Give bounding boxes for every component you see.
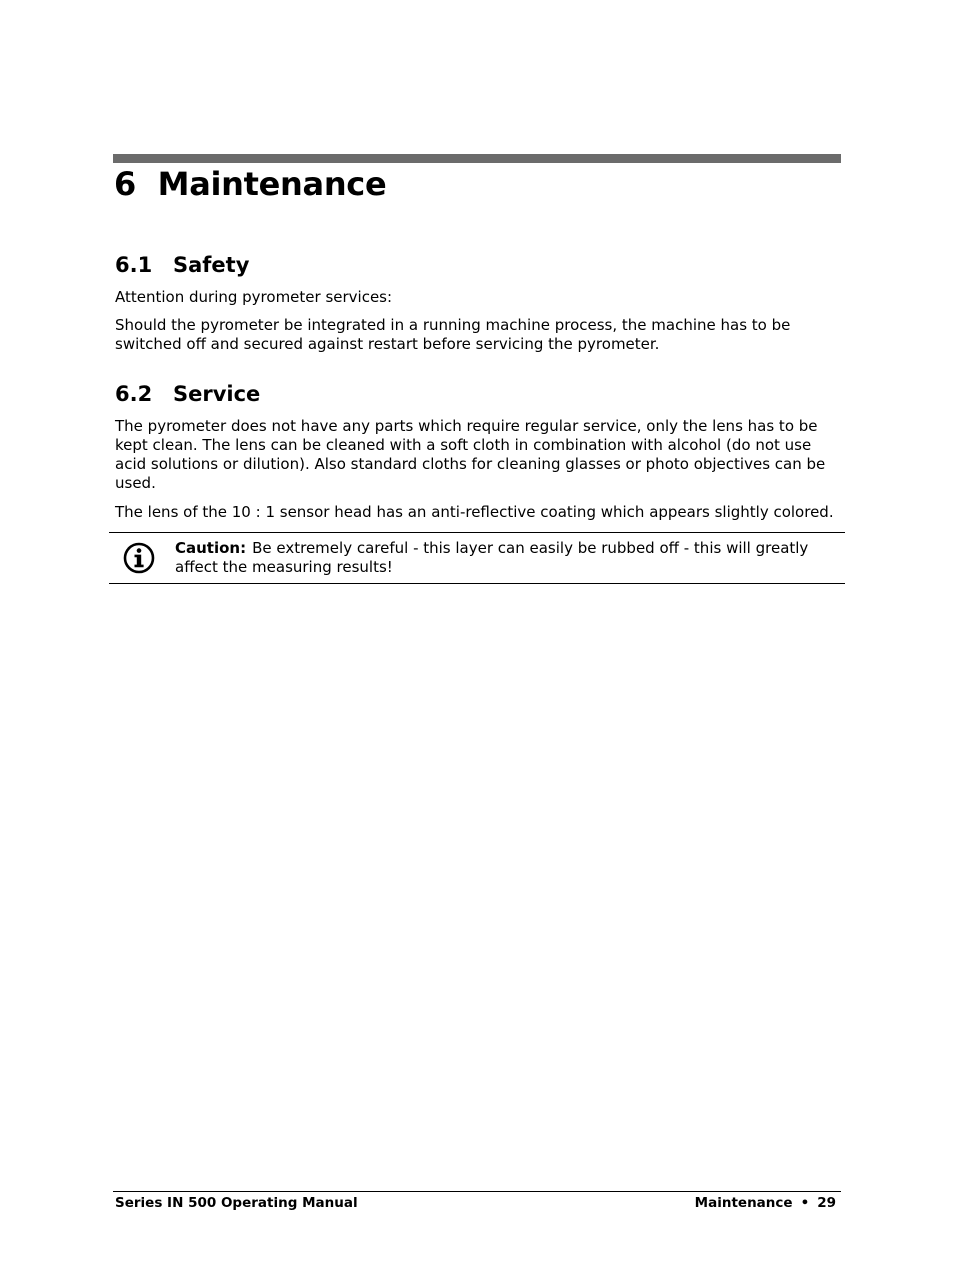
section-title: Safety — [173, 253, 250, 277]
chapter-title — [114, 162, 386, 206]
caution-label: Caution: — [175, 539, 247, 557]
caution-note — [109, 532, 845, 584]
footer-manual-title: Series IN 500 Operating Manual — [115, 1195, 358, 1211]
paragraph: The lens of the 10 : 1 sensor head has an anti-reflective coating which appears slightly colored. — [115, 503, 834, 521]
info-icon — [123, 542, 155, 574]
section-number: 6.2 — [115, 382, 153, 406]
caution-text — [175, 539, 835, 577]
chapter-number: 6 — [114, 165, 136, 203]
footer-separator: • — [800, 1195, 810, 1211]
page-number: 29 — [817, 1195, 836, 1211]
footer-rule — [113, 1191, 841, 1192]
paragraph: Attention during pyrometer services: — [115, 288, 393, 306]
footer-page-info — [695, 1194, 836, 1212]
section-title: Service — [173, 382, 261, 406]
chapter-title-text: Maintenance — [157, 165, 387, 203]
section-number: 6.1 — [115, 253, 153, 277]
caution-body: Be extremely careful - this layer can easily be rubbed off - this will greatly affect the measuring results! — [175, 539, 809, 576]
paragraph: The pyrometer does not have any parts which require regular service, only the lens has to be kept clean. The lens can be cleaned with a soft cloth in combination with alcohol (do not use acid solutions or dilution). Also standard cloths for cleaning glasses or photo objectives can be used. — [115, 417, 826, 492]
paragraph: Should the pyrometer be integrated in a running machine process, the machine has to be switched off and secured against restart before servicing the pyrometer. — [115, 316, 791, 353]
footer-section: Maintenance — [694, 1195, 793, 1211]
section-heading-service — [115, 380, 260, 408]
section-heading-safety — [115, 251, 249, 279]
